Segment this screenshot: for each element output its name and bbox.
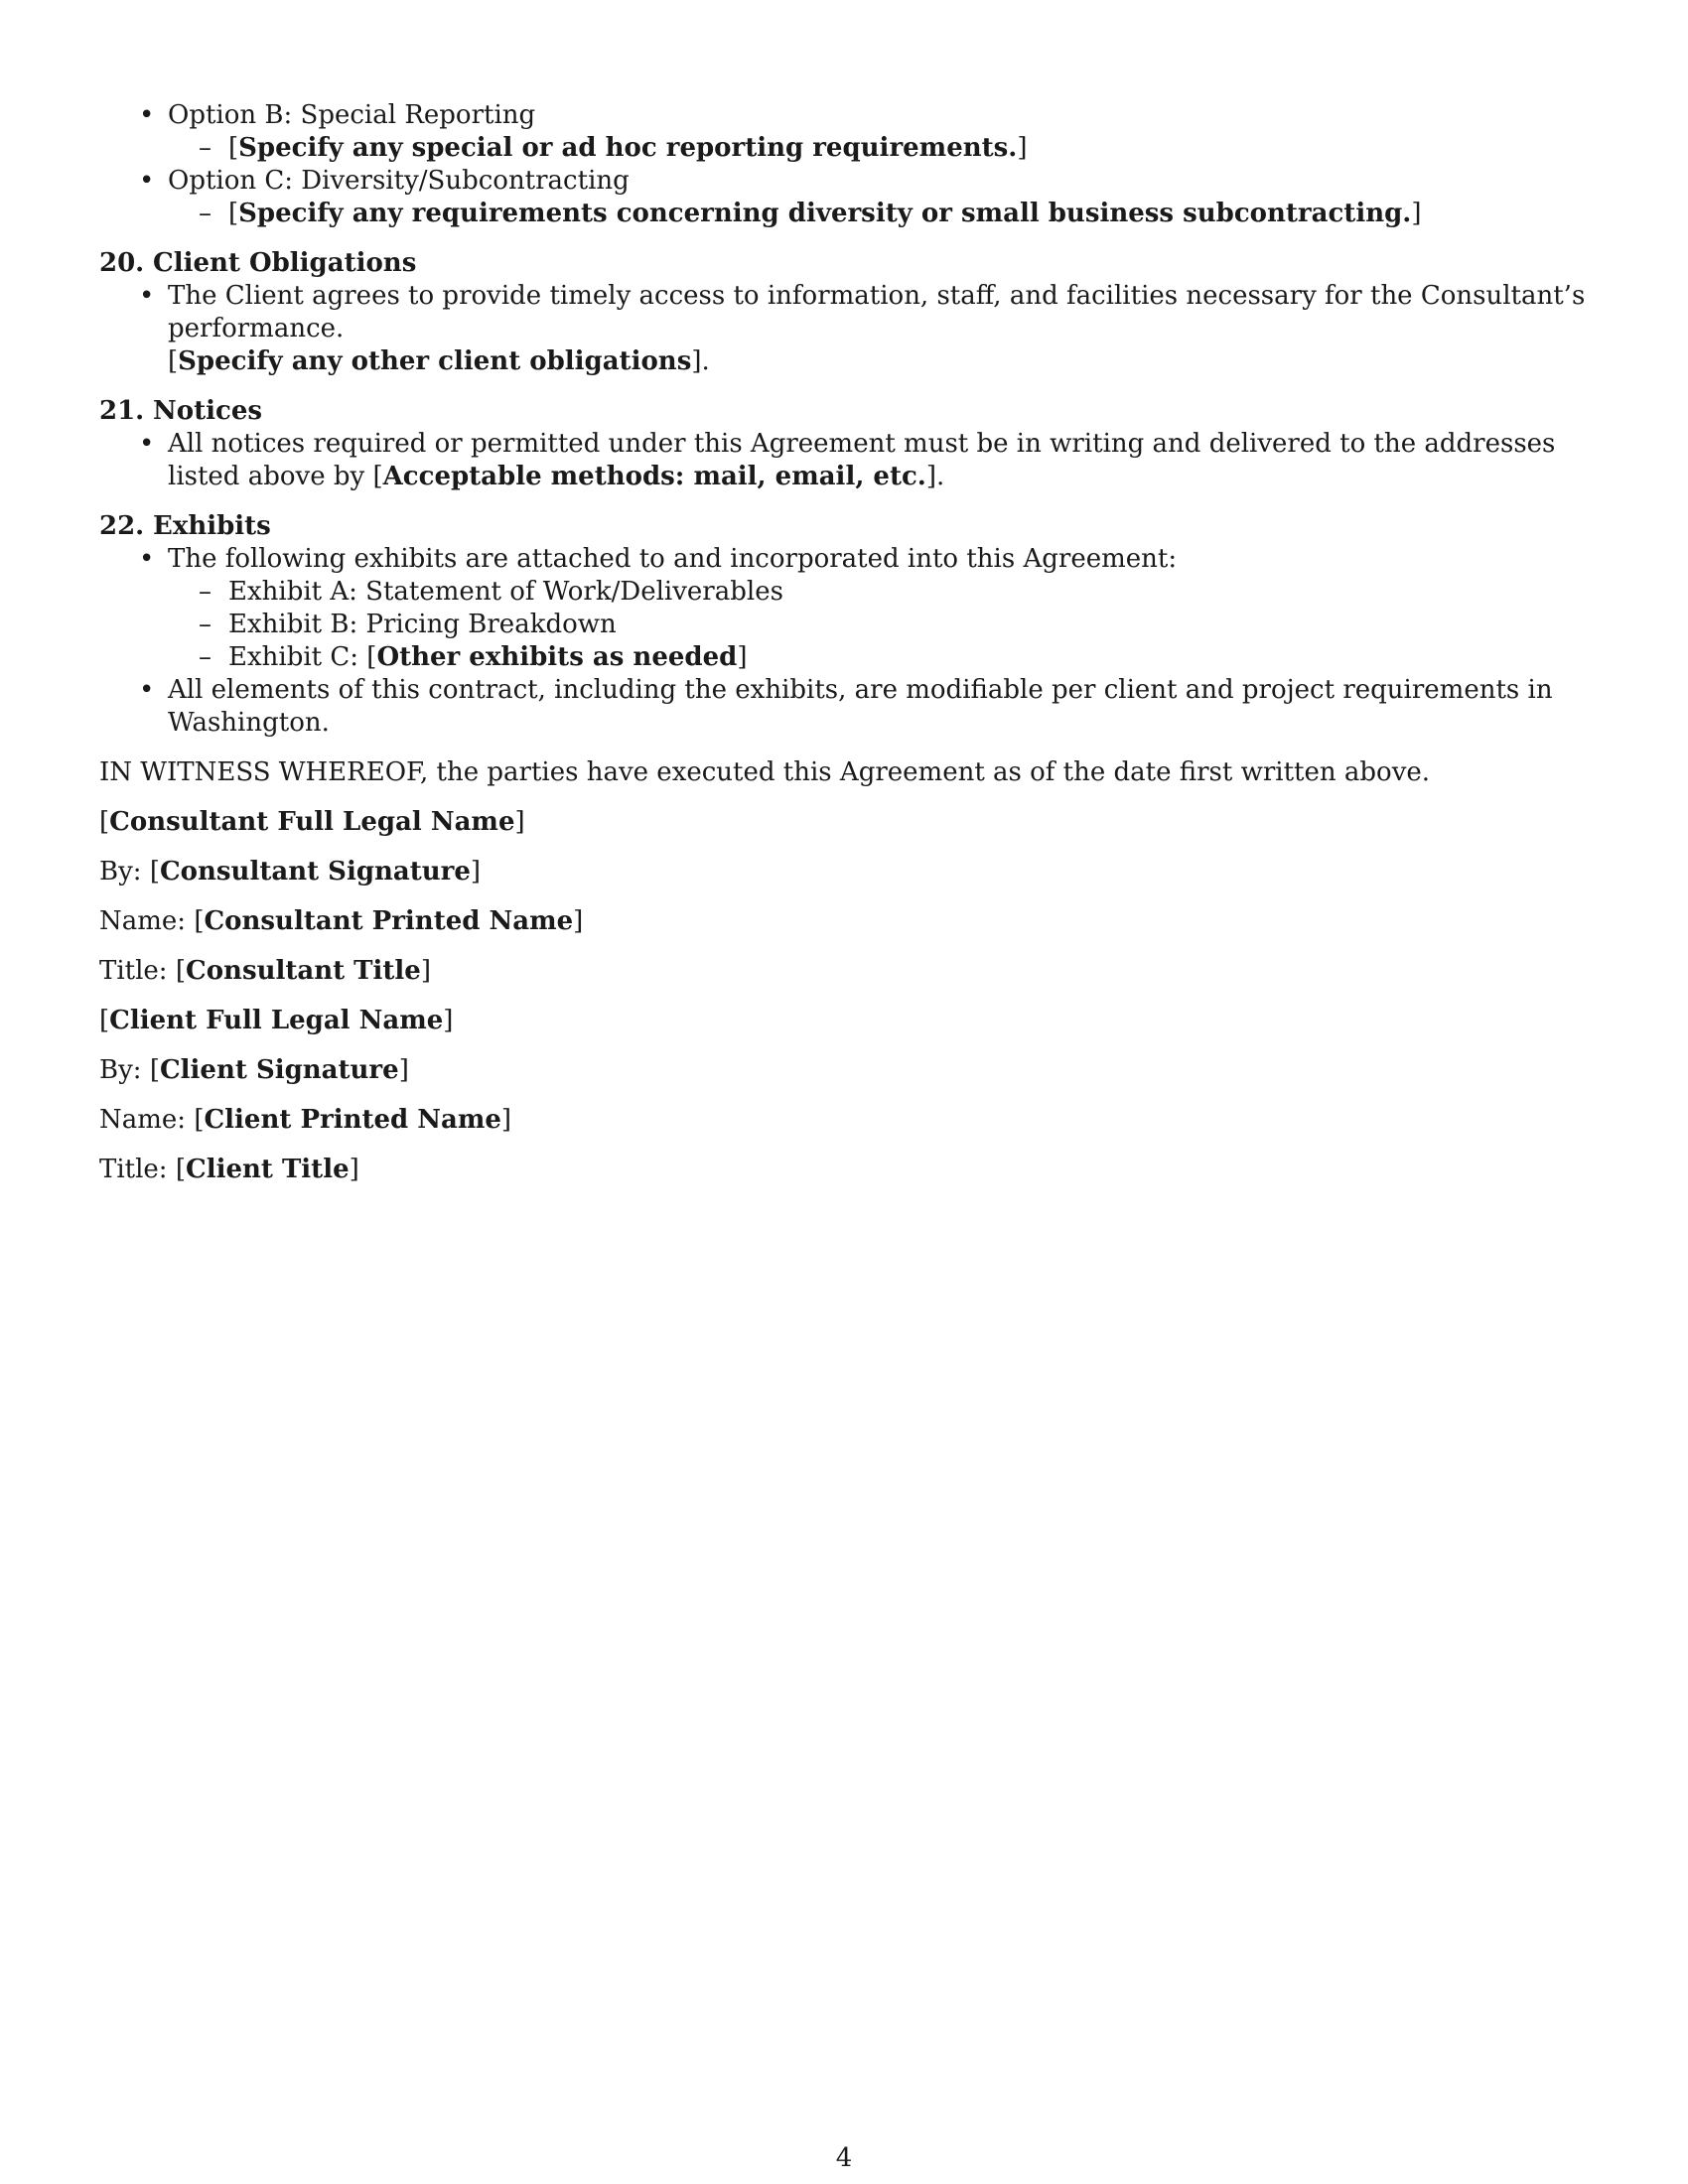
consultant-legal-name-line: [Consultant Full Legal Name] bbox=[99, 807, 525, 837]
consultant-legal-name: Consultant Full Legal Name bbox=[109, 807, 515, 837]
exhibit-c-label: Exhibit C: bbox=[228, 642, 359, 672]
client-signature: Client Signature bbox=[159, 1055, 399, 1085]
section-21-heading bbox=[99, 395, 1594, 428]
option-b-placeholder-item: – [Specify any special or ad hoc reporting requirements.] bbox=[168, 132, 1594, 165]
exhibit-b: – Exhibit B: Pricing Breakdown bbox=[168, 609, 1594, 641]
section-21-item: • All notices required or permitted under this Agreement must be in writing and delivered to the addresses listed above by [Acceptable methods: mail, email, etc.]. bbox=[99, 428, 1594, 493]
consultant-signature: Consultant Signature bbox=[159, 857, 471, 887]
exhibit-c-placeholder: Other exhibits as needed bbox=[376, 642, 738, 672]
section-21-number: 21. bbox=[99, 396, 145, 426]
section-21-placeholder: Acceptable methods: mail, email, etc. bbox=[382, 462, 926, 491]
option-c-sublist bbox=[168, 198, 1594, 230]
section-20-suffix: . bbox=[701, 346, 710, 376]
section-21-list bbox=[99, 428, 1594, 493]
consultant-title-label: Title: bbox=[99, 956, 168, 986]
options-list bbox=[99, 99, 1594, 230]
client-by-line: By: [Client Signature] bbox=[99, 1055, 409, 1085]
client-name-line: Name: [Client Printed Name] bbox=[99, 1105, 512, 1135]
consultant-printed-name: Consultant Printed Name bbox=[204, 906, 574, 936]
section-22-closing-item bbox=[99, 674, 1594, 740]
option-c-placeholder-item: – [Specify any requirements concerning diversity or small business subcontracting.] bbox=[168, 198, 1594, 230]
client-legal-name-line: [Client Full Legal Name] bbox=[99, 1006, 454, 1035]
document-page bbox=[99, 99, 1594, 1186]
section-21-text: All notices required or permitted under this Agreement must be in writing and delivered to the addresses listed above by bbox=[168, 429, 1556, 491]
section-20-item: • The Client agrees to provide timely access to information, staff, and facilities necessary for the Consultant’s performance. [Specify any other client obligations]. bbox=[99, 280, 1594, 378]
section-22-number: 22. bbox=[99, 511, 145, 541]
option-b-sublist bbox=[168, 132, 1594, 165]
section-22-intro-item bbox=[99, 543, 1594, 674]
option-c-placeholder: Specify any requirements concerning diversity or small business subcontracting. bbox=[238, 199, 1412, 228]
consultant-by-label: By: bbox=[99, 857, 142, 887]
consultant-title-line: Title: [Consultant Title] bbox=[99, 956, 431, 986]
section-22-intro: The following exhibits are attached to and incorporated into this Agreement: bbox=[168, 544, 1178, 574]
section-22-title: Exhibits bbox=[153, 511, 271, 541]
client-title: Client Title bbox=[186, 1155, 350, 1184]
section-22-heading bbox=[99, 510, 1594, 543]
client-name-label: Name: bbox=[99, 1105, 187, 1135]
consultant-title: Consultant Title bbox=[186, 956, 421, 986]
client-legal-name: Client Full Legal Name bbox=[109, 1006, 444, 1035]
section-21-suffix: . bbox=[936, 462, 945, 491]
section-22-list bbox=[99, 543, 1594, 740]
consultant-name-line: Name: [Consultant Printed Name] bbox=[99, 906, 584, 936]
client-by-label: By: bbox=[99, 1055, 142, 1085]
section-20-number: 20. bbox=[99, 248, 145, 278]
exhibit-a: – Exhibit A: Statement of Work/Deliverables bbox=[168, 576, 1594, 609]
witness-statement: IN WITNESS WHEREOF, the parties have executed this Agreement as of the date first written above. bbox=[99, 757, 1431, 787]
section-20-text: The Client agrees to provide timely access to information, staff, and facilities necessary for the Consultant’s performance. bbox=[168, 281, 1586, 343]
option-b-item bbox=[99, 99, 1594, 165]
option-c-label: Option C: Diversity/Subcontracting bbox=[168, 166, 630, 196]
exhibit-c: – Exhibit C: [Other exhibits as needed] bbox=[168, 641, 1594, 674]
section-20-heading bbox=[99, 247, 1594, 280]
consultant-by-line: By: [Consultant Signature] bbox=[99, 857, 482, 887]
option-c-item bbox=[99, 165, 1594, 230]
option-b-placeholder: Specify any special or ad hoc reporting requirements. bbox=[238, 133, 1018, 163]
section-20-placeholder: Specify any other client obligations bbox=[178, 346, 692, 376]
section-22-closing: All elements of this contract, including the exhibits, are modifiable per client and project requirements in Washington. bbox=[168, 675, 1553, 738]
section-20-title: Client Obligations bbox=[153, 248, 417, 278]
client-title-line: Title: [Client Title] bbox=[99, 1155, 359, 1184]
section-21-title: Notices bbox=[153, 396, 263, 426]
page-number: 4 bbox=[835, 2143, 853, 2173]
consultant-name-label: Name: bbox=[99, 906, 187, 936]
exhibits-list bbox=[168, 576, 1594, 674]
section-20-list bbox=[99, 280, 1594, 378]
client-printed-name: Client Printed Name bbox=[204, 1105, 501, 1135]
option-b-label: Option B: Special Reporting bbox=[168, 100, 536, 130]
client-title-label: Title: bbox=[99, 1155, 168, 1184]
